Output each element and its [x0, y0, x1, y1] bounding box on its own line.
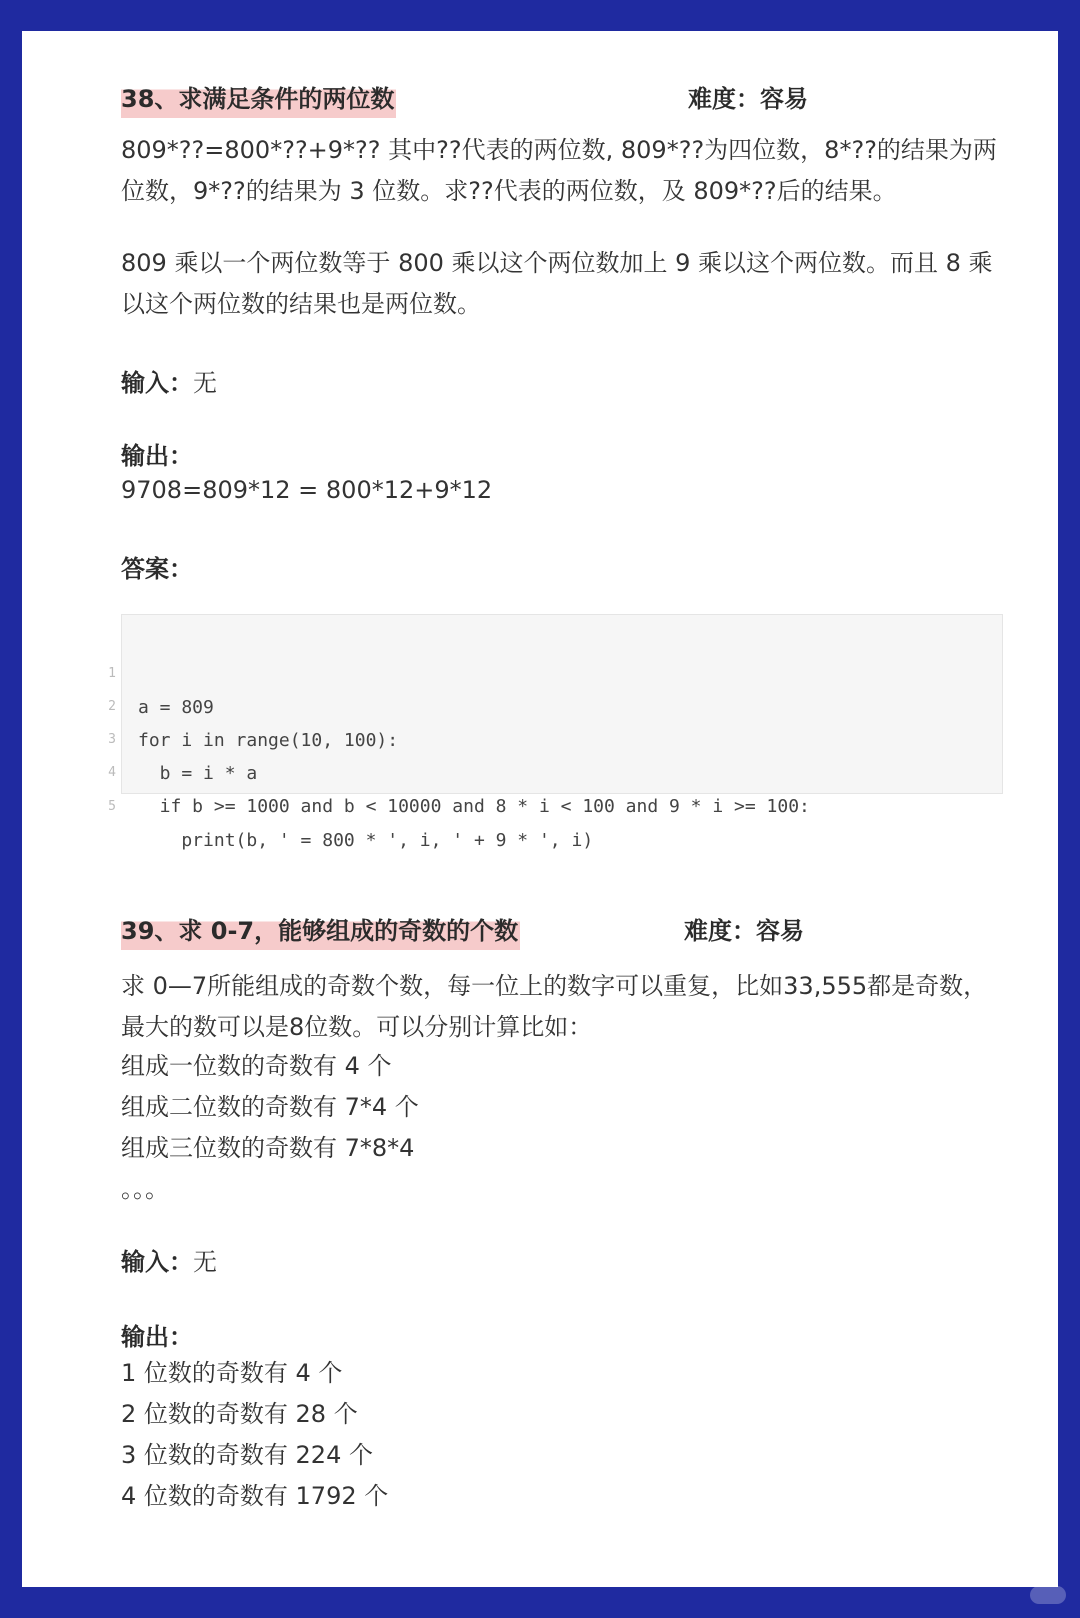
q38-difficulty: 难度：容易: [688, 85, 808, 113]
q39-difficulty: 难度：容易: [684, 917, 804, 945]
code-text: b = i * a: [138, 763, 258, 784]
q39-input-value: 无: [193, 1248, 217, 1276]
q38-input-label-text: 输入：: [121, 369, 193, 397]
q39-output-label: 输出：: [121, 1323, 193, 1351]
watermark: [1030, 1586, 1066, 1604]
code-text: a = 809: [138, 697, 214, 718]
q39-line: 组成二位数的奇数有 7*4 个: [121, 1093, 419, 1121]
line-number: 5: [108, 799, 116, 814]
q39-heading: [121, 909, 941, 949]
q38-title: 38、求满足条件的两位数: [121, 77, 396, 118]
q38-output-label: 输出：: [121, 442, 193, 470]
line-number: 2: [108, 699, 116, 714]
q38-heading: [121, 77, 941, 117]
code-text: if b >= 1000 and b < 10000 and 8 * i < 100 and 9 * i >= 100:: [138, 796, 810, 817]
code-text: for i in range(10, 100):: [138, 730, 399, 751]
q39-input-label-text: 输入：: [121, 1248, 193, 1276]
q39-description: 求 0—7所能组成的奇数个数，每一位上的数字可以重复，比如33,555都是奇数，最大的数可以是8位数。可以分别计算比如：: [121, 972, 988, 1041]
q39-output-line: 2 位数的奇数有 28 个: [121, 1400, 358, 1428]
code-line: [108, 623, 214, 718]
code-line: [108, 689, 258, 784]
q39-title: 39、求 0-7，能够组成的奇数的个数: [121, 909, 520, 950]
q39-input-label: [121, 1242, 217, 1277]
q39-line: 组成三位数的奇数有 7*8*4: [121, 1134, 415, 1162]
q38-explanation: 809 乘以一个两位数等于 800 乘以这个两位数加上 9 乘以这个两位数。而且 8 乘以这个两位数的结果也是两位数。: [121, 249, 993, 318]
q39-output-line: 1 位数的奇数有 4 个: [121, 1359, 343, 1387]
line-number: 1: [108, 666, 116, 681]
line-number: 3: [108, 732, 116, 747]
q38-input-value: 无: [193, 369, 217, 397]
line-number: 4: [108, 765, 116, 780]
q39-ellipsis: 。。。: [121, 1175, 169, 1203]
q39-line: 组成一位数的奇数有 4 个: [121, 1052, 392, 1080]
document-card: [22, 31, 1058, 1587]
q38-description: 809*??=800*??+9*?? 其中??代表的两位数, 809*??为四位数，8*??的结果为两位数，9*??的结果为 3 位数。求??代表的两位数，及 809*??后的结果。: [121, 136, 997, 205]
q39-output-line: 3 位数的奇数有 224 个: [121, 1441, 373, 1469]
q38-input-label: [121, 363, 217, 398]
q39-output-line: 4 位数的奇数有 1792 个: [121, 1482, 389, 1510]
code-text: print(b, ' = 800 * ', i, ' + 9 * ', i): [138, 830, 594, 851]
q38-answer-label: 答案：: [121, 555, 193, 583]
code-block: [108, 614, 1003, 851]
q38-output-value: 9708=809*12 = 800*12+9*12: [121, 476, 493, 504]
